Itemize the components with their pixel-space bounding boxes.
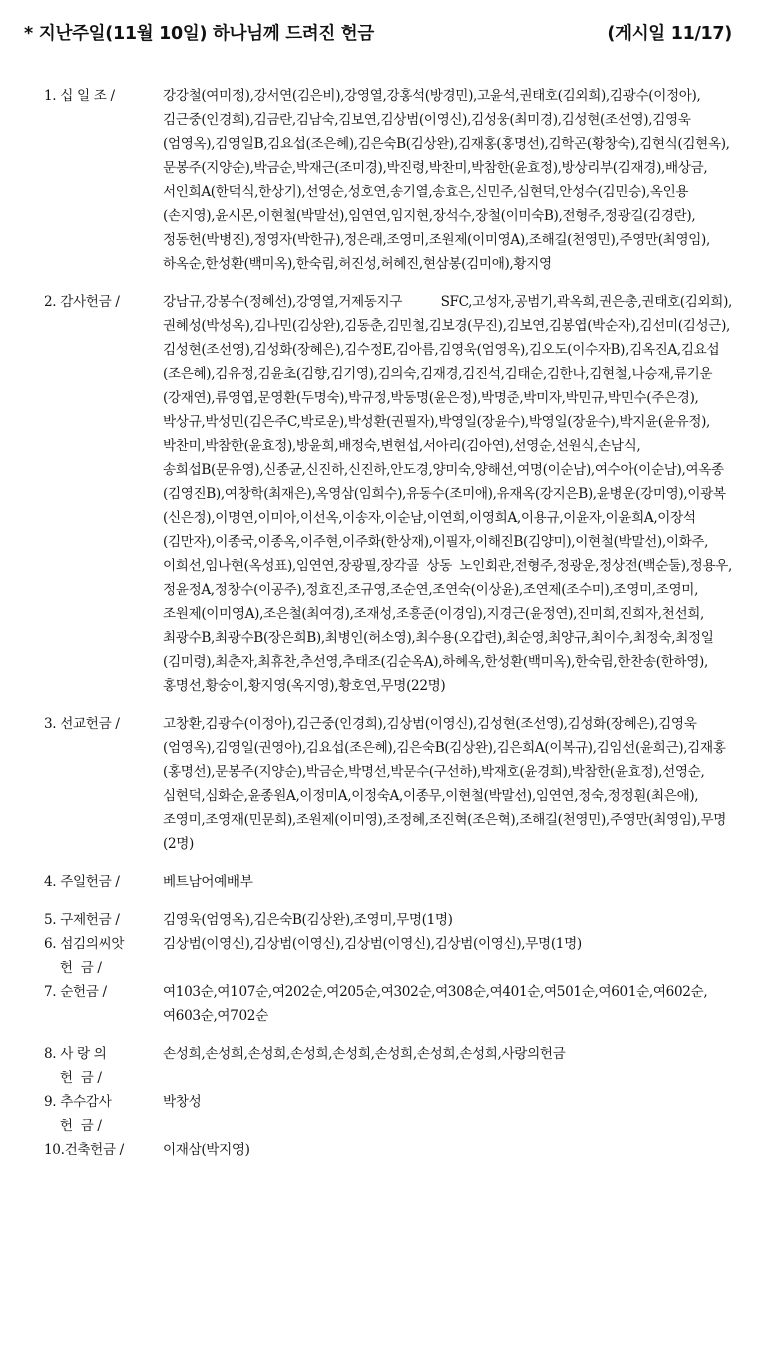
section-label: 6. 섬김의씨앗 헌 금 / <box>44 936 125 976</box>
donor-names: 김영욱(엄영옥),김은숙B(김상완),조영미,무명(1명) <box>163 912 453 928</box>
notice-title: 지난주일(11월 10일) 하나님께 드려진 헌금 <box>38 24 375 44</box>
offering-section-tithe <box>24 84 732 276</box>
donor-names: 박창성 <box>163 1094 202 1110</box>
donor-names: 베트남어예배부 <box>163 874 253 890</box>
offering-section-thanksgiving <box>24 290 732 698</box>
offering-section-harvest-thanksgiving <box>24 1090 732 1138</box>
offering-section-cell-group <box>24 980 732 1028</box>
notice-header <box>24 20 732 50</box>
offering-section-sunday <box>24 870 732 894</box>
donor-names: 손성희,손성희,손성희,손성희,손성희,손성희,손성희,손성희,사랑의헌금 <box>163 1046 566 1062</box>
section-label: 10.건축헌금 / <box>44 1142 124 1158</box>
section-label: 9. 추수감사 헌 금 / <box>44 1094 112 1134</box>
posted-date: (게시일 11/17) <box>607 24 732 44</box>
offering-section-building <box>24 1138 732 1162</box>
offering-list <box>24 84 732 1162</box>
section-label: 5. 구제헌금 / <box>44 912 120 928</box>
asterisk-marker: * <box>24 24 33 44</box>
section-label: 7. 순헌금 / <box>44 984 107 1000</box>
notice-title-wrap <box>24 20 374 45</box>
donor-names: 김상범(이영신),김상범(이영신),김상범(이영신),김상범(이영신),무명(1명) <box>163 936 582 952</box>
donor-names: 여103순,여107순,여202순,여205순,여302순,여308순,여401순,여501순,여601순,여602순,여603순,여702순 <box>163 984 708 1024</box>
donor-names: 이재삼(박지영) <box>163 1142 250 1158</box>
donor-names: 고창환,김광수(이정아),김근중(인경희),김상범(이영신),김성현(조선영),김성화(장혜은),김영욱(엄영옥),김영일(권영아),김요섭(조은혜),김은숙B(김상완),김은희A(이복규),김임선(윤희근),김재홍(홍명선),문봉주(지양순),박금순,박명선,박문수(구선하),박재호(윤경희),박참한(윤효정),선영순,심현덕,심화순,윤종원A,이정미A,이정숙A,이종무,이현철(박말선),임연연,정숙,정정훤(최은애),조영미,조영재(민문희),조원제(이미영),조정혜,조진혁(조은혁),조해길(천영민),주영만(최영임),무명(2명) <box>163 716 727 852</box>
section-label: 4. 주일헌금 / <box>44 874 120 890</box>
offering-section-love <box>24 1042 732 1090</box>
offering-section-serving-seed <box>24 932 732 980</box>
offering-section-mission <box>24 712 732 856</box>
donor-names: 강남규,강봉수(정혜선),강영열,거제동지구 SFC,고성자,공범기,곽옥희,권은총,권태호(김외희),권혜성(박성옥),김나민(김상완),김동춘,김민철,김보경(무진),김보연,김봉엽(박순자),김선미(김성근),김성현(조선영),김성화(장혜은),김수정E,김아름,김영욱(엄영옥),김오도(이수자B),김옥진A,김요섭(조은혜),김유정,김윤초(김향,김기영),김의숙,김재경,김진석,김태순,김한나,김현철,나승재,류기운(강재연),류영엽,문영환(두명숙),박규정,박동명(윤은정),박명준,박미자,박민규,박민수(주은경),박상규,박성민(김은주C,박로운),박성환(권필자),박영일(장윤수),박영일(장윤수),박지윤(윤유정),박찬미,박참한(윤효정),방윤희,배정숙,변현섭,서아리(김아연),선영순,선원식,손남식,송희섭B(문유영),신종균,신진하,신진하,안도경,양미숙,양해선,여명(이순남),여수아(이순남),여옥종(김영진B),여창학(최재은),옥영삼(임희수),유동수(조미애),유재옥(강지은B),윤병운(강미영),이광복(신은정),이명연,이미아,이선옥,이송자,이순남,이연희,이영희A,이용규,이윤자,이윤희A,이장석(김만자),이종국,이종옥,이주현,이주화(한상재),이필자,이해진B(김양미),이현철(박말선),이화주,이희선,임나현(옥성표),임연연,장광필,장각골 상동 노인회관,전형주,정광운,정상전(백순둘),정용우,정윤정A,정창수(이공주),정효진,조규영,조순연,조연숙(이상윤),조연제(조수미),조영미,조영미,조원제(이미영A),조은철(최여경),조재성,조흥준(이경임),지경근(윤정연),진미희,진희자,천선희,최광수B,최광수B(장은희B),최병인(허소영),최수용(오갑련),최순영,최양규,최이수,최정숙,최정일(김미령),최춘자,최휴찬,추선영,추태조(김순옥A),하혜옥,한성환(백미옥),한숙림,한찬송(한하영),홍명선,황숭이,황지영(옥지영),황호연,무명(22명) <box>163 294 732 694</box>
section-label: 3. 선교헌금 / <box>44 716 120 732</box>
donor-names: 강강철(여미정),강서연(김은비),강영열,강홍석(방경민),고윤석,권태호(김외희),김광수(이정아),김근중(인경희),김금란,김남숙,김보연,김상범(이영신),김성웅(최미경),김성현(조선영),김영욱(엄영옥),김영일B,김요섭(조은혜),김은숙B(김상완),김재홍(홍명선),김학곤(황창숙),김현식(김현옥),문봉주(지양순),박금순,박재근(조미경),박진령,박찬미,박참한(윤효정),방상리부(김재경),배상금,서인희A(한덕식,한상기),선영순,성호연,송기열,송효은,신민주,심현덕,안성수(김민승),옥인용(손지영),윤시몬,이현철(박말선),임연연,임지현,장석수,장철(이미숙B),전형주,정광길(김경란),정동헌(박병진),정영자(박한규),정은래,조영미,조원제(이미영A),조해길(천영민),주영만(최영임),하옥순,한성환(백미옥),한숙림,허진성,허혜진,현삼봉(김미애),황지영 <box>163 88 730 272</box>
section-label: 8. 사 랑 의 헌 금 / <box>44 1046 107 1086</box>
section-label: 2. 감사헌금 / <box>44 294 120 310</box>
section-label: 1. 십 일 조 / <box>44 88 115 104</box>
offering-section-relief <box>24 908 732 932</box>
